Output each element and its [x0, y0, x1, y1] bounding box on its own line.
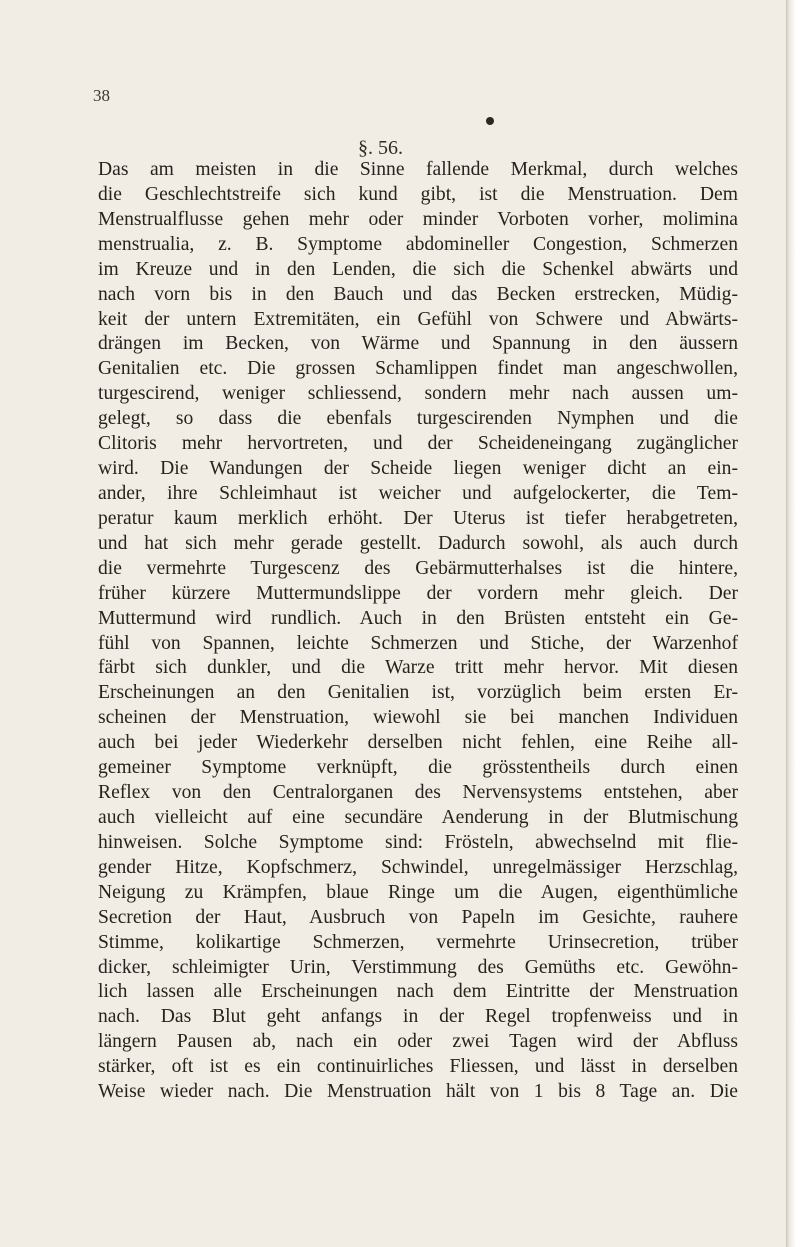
text-line: dicker, schleimigter Urin, Verstimmung des Gemüths etc. Gewöhn-	[98, 956, 738, 978]
text-line: gemeiner Symptome verknüpft, die grösstentheils durch einen	[98, 757, 738, 779]
text-line: hinweisen. Solche Symptome sind: Frösteln, abwechselnd mit flie-	[98, 831, 738, 853]
text-line: Stimme, kolikartige Schmerzen, vermehrte Urinsecretion, trüber	[98, 931, 738, 953]
body-text	[98, 158, 738, 1105]
text-line: gender Hitze, Kopfschmerz, Schwindel, unregelmässiger Herzschlag,	[98, 856, 738, 878]
text-line: turgescirend, weniger schliessend, sondern mehr nach aussen um-	[98, 383, 738, 405]
text-line: scheinen der Menstruation, wiewohl sie bei manchen Individuen	[98, 707, 738, 729]
text-line: fühl von Spannen, leichte Schmerzen und Stiche, der Warzenhof	[98, 632, 738, 654]
text-line: im Kreuze und in den Lenden, die sich die Schenkel abwärts und	[98, 258, 738, 280]
page-edge	[786, 0, 800, 1247]
text-line: auch bei jeder Wiederkehr derselben nicht fehlen, eine Reihe all-	[98, 732, 738, 754]
text-line: die Geschlechtstreife sich kund gibt, ist die Menstruation. Dem	[98, 183, 738, 205]
text-line: menstrualia, z. B. Symptome abdomineller Congestion, Schmerzen	[98, 233, 738, 255]
text-line: drängen im Becken, von Wärme und Spannung in den äussern	[98, 333, 738, 355]
text-line: Secretion der Haut, Ausbruch von Papeln im Gesichte, rauhere	[98, 906, 738, 928]
section-heading: §. 56.	[358, 137, 403, 159]
text-line: die vermehrte Turgescenz des Gebärmutterhalses ist die hintere,	[98, 557, 738, 579]
text-line: Neigung zu Krämpfen, blaue Ringe um die Augen, eigenthümliche	[98, 881, 738, 903]
text-line: Menstrualflusse gehen mehr oder minder Vorboten vorher, molimina	[98, 208, 738, 230]
text-line: Weise wieder nach. Die Menstruation hält von 1 bis 8 Tage an. Die	[98, 1081, 738, 1103]
text-line: keit der untern Extremitäten, ein Gefühl von Schwere und Abwärts-	[98, 308, 738, 330]
text-line: nach vorn bis in den Bauch und das Becken erstrecken, Müdig-	[98, 283, 738, 305]
text-line: Erscheinungen an den Genitalien ist, vorzüglich beim ersten Er-	[98, 682, 738, 704]
text-line: stärker, oft ist es ein continuirliches Fliessen, und lässt in derselben	[98, 1056, 738, 1078]
text-line: färbt sich dunkler, und die Warze tritt mehr hervor. Mit diesen	[98, 657, 738, 679]
text-line: früher kürzere Muttermundslippe der vordern mehr gleich. Der	[98, 582, 738, 604]
text-line: ander, ihre Schleimhaut ist weicher und aufgelockerter, die Tem-	[98, 482, 738, 504]
text-line: gelegt, so dass die ebenfals turgescirenden Nymphen und die	[98, 408, 738, 430]
text-line: auch vielleicht auf eine secundäre Aenderung in der Blutmischung	[98, 806, 738, 828]
text-line: lich lassen alle Erscheinungen nach dem Eintritte der Menstruation	[98, 981, 738, 1003]
text-line: längern Pausen ab, nach ein oder zwei Tagen wird der Abfluss	[98, 1031, 738, 1053]
text-line: wird. Die Wandungen der Scheide liegen weniger dicht an ein-	[98, 458, 738, 480]
text-line: Clitoris mehr hervortreten, und der Scheideneingang zugänglicher	[98, 433, 738, 455]
text-line: Genitalien etc. Die grossen Schamlippen findet man angeschwollen,	[98, 358, 738, 380]
page-number: 38	[93, 86, 110, 105]
text-line: Reflex von den Centralorganen des Nervensystems entstehen, aber	[98, 782, 738, 804]
ink-blot-mark	[486, 117, 494, 125]
text-line: nach. Das Blut geht anfangs in der Regel tropfenweiss und in	[98, 1006, 738, 1028]
text-line: Muttermund wird rundlich. Auch in den Brüsten entsteht ein Ge-	[98, 607, 738, 629]
text-line: peratur kaum merklich erhöht. Der Uterus ist tiefer herabgetreten,	[98, 507, 738, 529]
text-line: und hat sich mehr gerade gestellt. Dadurch sowohl, als auch durch	[98, 532, 738, 554]
text-line: Das am meisten in die Sinne fallende Merkmal, durch welches	[98, 159, 738, 180]
